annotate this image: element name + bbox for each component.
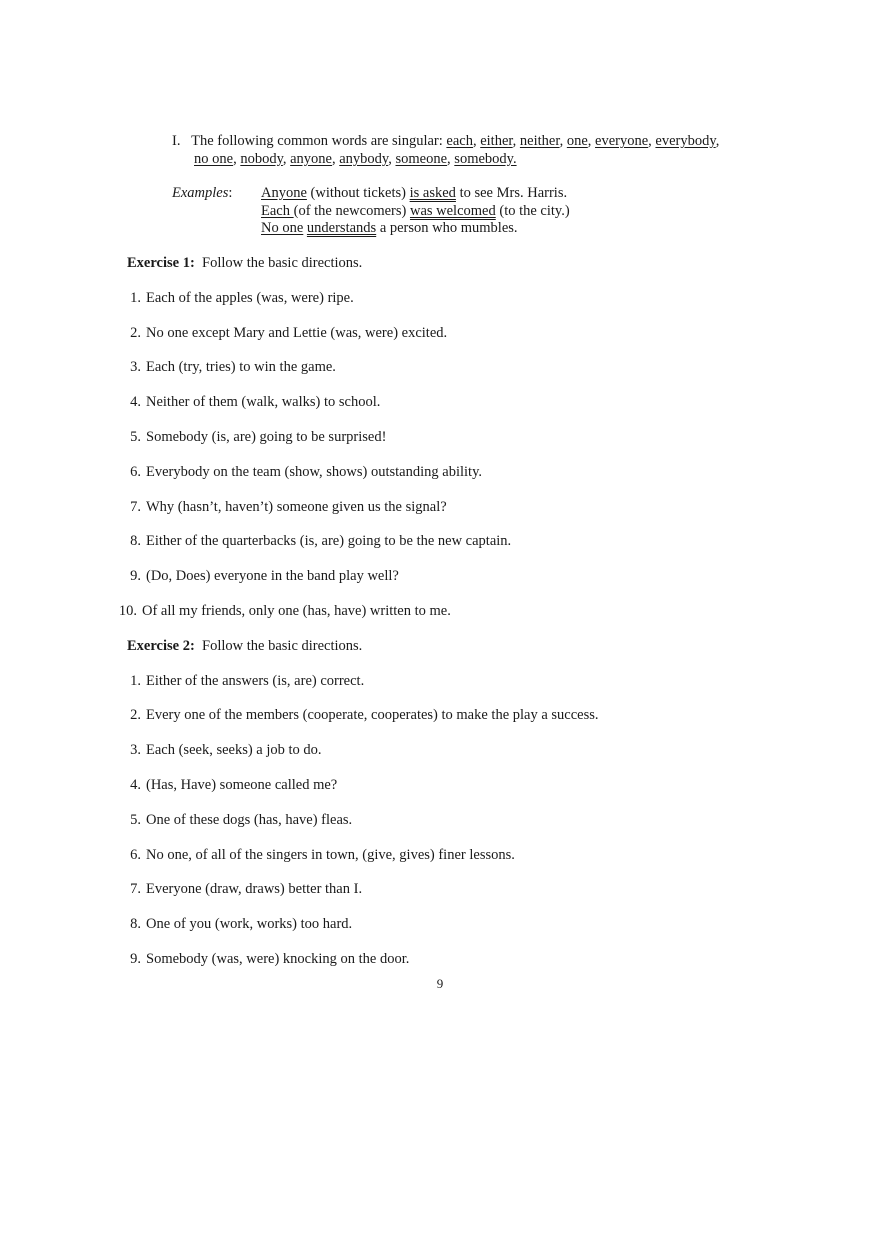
example-1-verb: is asked [409,185,456,201]
exercise-1-item: 6. Everybody on the team (show, shows) outstanding ability. [130,464,482,480]
exercise-1-item: 8. Either of the quarterbacks (is, are) going to be the new captain. [130,533,512,549]
example-1-subject: Anyone [261,185,307,201]
example-1-rest: to see Mrs. Harris. [455,185,568,201]
exercise-2-item: 9. Somebody (was, were) knocking on the door. [130,951,410,967]
exercise-1-directions: Follow the basic directions. [202,255,363,271]
exercise-2-item: 2. Every one of the members (cooperate, cooperates) to make the play a success. [130,707,599,723]
word-everyone: everyone [595,133,649,149]
exercise-1-item: 4. Neither of them (walk, walks) to school. [130,394,381,410]
exercise-1-item: 10. Of all my friends, only one (has, have) written to me. [118,603,451,619]
exercise-2-directions: Follow the basic directions. [202,638,363,654]
exercise-1-item: 7. Why (hasn’t, haven’t) someone given us the signal? [130,499,447,515]
example-2 [261,202,570,220]
example-3-subject: No one [261,220,304,236]
word-nobody: nobody [240,151,283,167]
examples-label: Examples: [172,185,233,201]
word-anyone: anyone [290,151,332,167]
example-2-verb: was welcomed [409,203,496,219]
word-no-one: no one [194,151,234,167]
word-everybody: everybody [655,133,716,149]
exercise-2-item: 4. (Has, Have) someone called me? [130,777,338,793]
exercise-1-item: 3. Each (try, tries) to win the game. [130,359,336,375]
word-neither: neither [519,133,560,149]
exercise-2-item: 3. Each (seek, seeks) a job to do. [130,742,322,758]
word-somebody: somebody. [454,151,517,167]
rule-line-1: I. The following common words are singular: each, either, neither, one, everyone, everybody, [172,133,720,149]
exercise-1-heading [127,254,362,272]
exercise-2-item: 5. One of these dogs (has, have) fleas. [130,812,353,828]
exercise-2-heading [127,637,362,655]
exercise-2-item: 6. No one, of all of the singers in town, (give, gives) finer lessons. [130,847,515,863]
word-either: either [480,133,513,149]
rule-line-2: no one, nobody, anyone, anybody, someone, somebody. [194,151,517,167]
example-2-middle: (of the newcomers) [293,203,410,219]
example-3-rest: a person who mumbles. [376,220,518,236]
word-one: one [566,133,588,149]
rule-intro: The following common words are singular: [191,133,443,149]
exercise-2-title: Exercise 2: [127,638,195,654]
example-3-verb: understands [306,220,377,236]
example-1-middle: (without tickets) [306,185,410,201]
exercise-1-title: Exercise 1: [127,255,195,271]
exercise-1-item: 9. (Do, Does) everyone in the band play well? [130,568,399,584]
example-3 [261,219,518,237]
exercise-1-item: 5. Somebody (is, are) going to be surprised! [130,429,387,445]
exercise-2-item: 1. Either of the answers (is, are) correct. [130,673,365,689]
example-1 [261,184,567,202]
word-someone: someone [395,151,448,167]
page-number: 9 [436,976,444,991]
example-2-subject: Each [261,203,294,219]
rule-numeral: I. [172,133,181,149]
word-anybody: anybody [339,151,389,167]
exercise-2-item: 7. Everyone (draw, draws) better than I. [130,881,363,897]
example-2-rest: (to the city.) [495,203,570,219]
exercise-1-item: 1. Each of the apples (was, were) ripe. [130,290,354,306]
exercise-1-item: 2. No one except Mary and Lettie (was, were) excited. [130,325,448,341]
word-each: each [446,133,473,149]
exercise-2-item: 8. One of you (work, works) too hard. [130,916,353,932]
